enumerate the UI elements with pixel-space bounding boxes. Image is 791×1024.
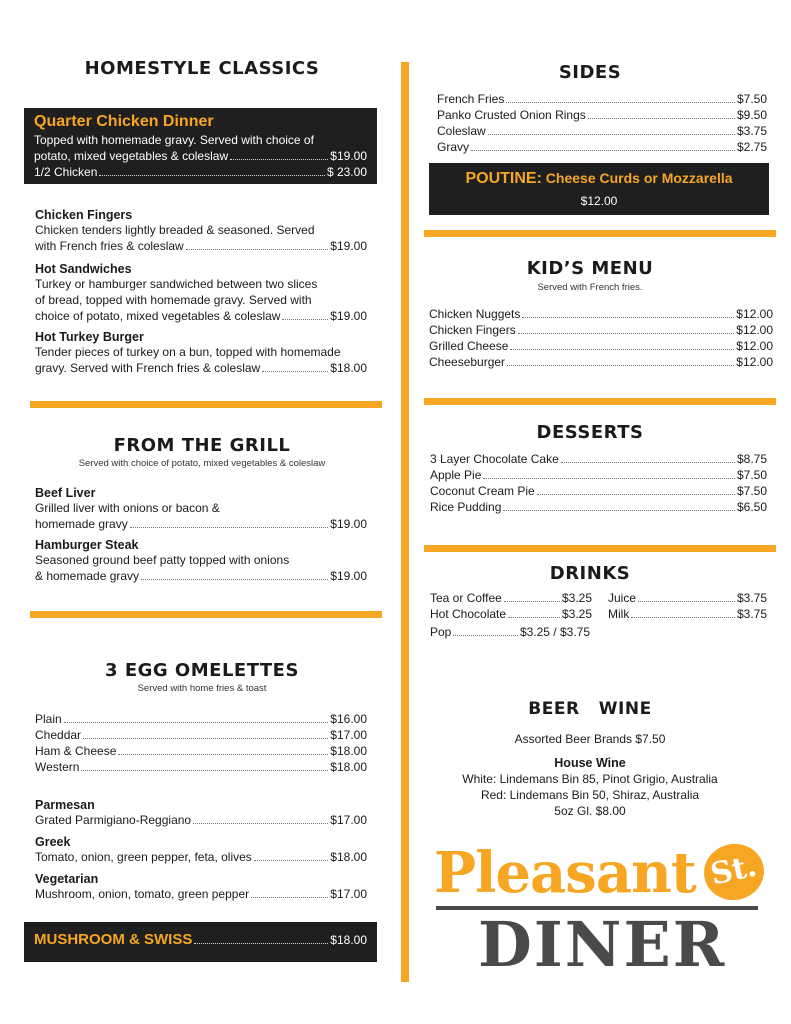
item-name: Beef Liver [35, 486, 96, 500]
drink-price: $3.25 [561, 591, 592, 605]
kids-row [429, 322, 773, 338]
item-desc: Tomato, onion, green pepper, feta, olives [35, 850, 252, 864]
drinks-left-list [430, 590, 592, 622]
kids-price: $12.00 [736, 339, 773, 353]
drink-label: Tea or Coffee [430, 591, 502, 605]
homestyle-items [35, 204, 367, 376]
dessert-row [430, 499, 767, 515]
item-price-row [35, 849, 367, 865]
omelette-label: Cheddar [35, 728, 82, 742]
kids-row [429, 354, 773, 370]
kids-price: $12.00 [736, 323, 773, 337]
red-wine-line: Red: Lindemans Bin 50, Shiraz, Australia [480, 788, 700, 802]
dessert-price: $7.50 [736, 468, 767, 482]
item-price: $19.00 [330, 569, 367, 583]
item-price: $19.00 [330, 517, 367, 531]
logo-diner: DINER [478, 908, 727, 981]
item-price: $19.00 [330, 309, 367, 323]
item-name: Hot Sandwiches [35, 262, 132, 276]
item-price-row [35, 238, 367, 254]
white-wine-line: White: Lindemans Bin 85, Pinot Grigio, Australia [462, 772, 718, 786]
dessert-row [430, 467, 767, 483]
kids-label: Grilled Cheese [429, 339, 509, 353]
drink-label: Hot Chocolate [430, 607, 507, 621]
item-price-row [35, 308, 367, 324]
pop-row-wrap [430, 624, 590, 640]
item-desc: Grilled liver with onions or bacon & [35, 501, 220, 515]
omelette-label: Ham & Cheese [35, 744, 117, 758]
omelette-price: $18.00 [330, 744, 367, 758]
quarter-chicken-box [24, 108, 377, 184]
mushroom-swiss-label: MUSHROOM & SWISS [34, 931, 193, 948]
omelette-special-list [35, 794, 367, 902]
item-price-row [35, 886, 367, 902]
item-price: $18.00 [330, 850, 367, 864]
poutine-box [429, 163, 769, 215]
item-desc-end: choice of potato, mixed vegetables & coleslaw [35, 309, 281, 323]
drink-row [608, 606, 767, 622]
poutine-line [429, 170, 769, 188]
kids-label: Cheeseburger [429, 355, 506, 369]
poutine-desc: Cheese Curds or Mozzarella [545, 170, 733, 186]
item-price-row [35, 360, 367, 376]
side-row [437, 91, 767, 107]
half-chicken-label: 1/2 Chicken [34, 165, 98, 179]
drink-label: Pop [430, 625, 452, 639]
omelette-label: Western [35, 760, 80, 774]
item-desc-end: & homemade gravy [35, 569, 140, 583]
kids-row [429, 306, 773, 322]
drink-row [608, 590, 767, 606]
omelette-label: Plain [35, 712, 62, 726]
homestyle-title: HOMESTYLE CLASSICS [84, 58, 320, 79]
kids-subtitle: Served with French fries. [537, 282, 643, 293]
omelette-simple-list [35, 711, 367, 775]
item-desc: Mushroom, onion, tomato, green pepper [35, 887, 250, 901]
quarter-chicken-row [34, 148, 367, 164]
dessert-row [430, 483, 767, 499]
item-desc-end: homemade gravy [35, 517, 128, 531]
item-name: Hot Turkey Burger [35, 330, 144, 344]
section-divider [30, 401, 382, 408]
item-desc-end: with French fries & coleslaw [35, 239, 184, 253]
item-desc: Chicken tenders lightly breaded & seasoned. Served [35, 223, 315, 237]
dessert-price: $8.75 [736, 452, 767, 466]
side-label: Panko Crusted Onion Rings [437, 108, 586, 122]
side-price: $9.50 [736, 108, 767, 122]
item-price: $17.00 [330, 813, 367, 827]
dessert-label: Apple Pie [430, 468, 482, 482]
desserts-title: DESSERTS [536, 422, 644, 443]
omelette-row [35, 727, 367, 743]
section-divider [424, 545, 776, 552]
quarter-chicken-price: $19.00 [330, 149, 367, 163]
item-desc: of bread, topped with homemade gravy. Served with [35, 293, 312, 307]
item-name: Chicken Fingers [35, 208, 133, 222]
dessert-label: 3 Layer Chocolate Cake [430, 452, 559, 466]
desserts-list [430, 451, 767, 515]
omelette-row [35, 759, 367, 775]
omelettes-title: 3 EGG OMELETTES [105, 660, 299, 681]
item-name: Parmesan [35, 798, 95, 812]
item-desc: Grated Parmigiano-Reggiano [35, 813, 192, 827]
side-label: French Fries [437, 92, 505, 106]
drink-label: Milk [608, 607, 630, 621]
mushroom-swiss-box [24, 922, 377, 962]
drink-row [430, 606, 592, 622]
omelette-price: $18.00 [330, 760, 367, 774]
beer-wine-title: BEER WINE [528, 699, 652, 719]
dessert-price: $7.50 [736, 484, 767, 498]
mushroom-swiss-row [34, 932, 367, 948]
dessert-row [430, 451, 767, 467]
kids-title: KID’S MENU [526, 258, 654, 279]
section-divider [424, 398, 776, 405]
drink-row [430, 624, 590, 640]
dessert-price: $6.50 [736, 500, 767, 514]
kids-price: $12.00 [736, 307, 773, 321]
sides-title: SIDES [558, 62, 622, 83]
kids-label: Chicken Fingers [429, 323, 516, 337]
mushroom-swiss-price: $18.00 [330, 933, 367, 947]
poutine-label: POUTINE: [465, 170, 542, 187]
grill-items [35, 482, 367, 584]
item-desc: Seasoned ground beef patty topped with onions [35, 553, 290, 567]
omelette-price: $16.00 [330, 712, 367, 726]
drink-price: $3.25 [561, 607, 592, 621]
logo-st-badge: St. [699, 838, 769, 905]
kids-price: $12.00 [736, 355, 773, 369]
drinks-right-list [608, 590, 767, 622]
half-chicken-row [34, 164, 367, 180]
grill-title: FROM THE GRILL [113, 435, 291, 456]
glass-line: 5oz Gl. $8.00 [554, 804, 626, 818]
poutine-price: $12.00 [580, 194, 618, 208]
item-desc: Tender pieces of turkey on a bun, topped with homemade [35, 345, 341, 359]
item-name: Hamburger Steak [35, 538, 139, 552]
item-price-row [35, 516, 367, 532]
omelette-row [35, 743, 367, 759]
logo-pleasant: Pleasant [434, 840, 696, 906]
side-price: $2.75 [736, 140, 767, 154]
item-name: Greek [35, 835, 71, 849]
item-price: $18.00 [330, 361, 367, 375]
side-label: Coleslaw [437, 124, 486, 138]
pleasant-st-diner-logo [434, 840, 774, 981]
section-divider [30, 611, 382, 618]
drinks-title: DRINKS [549, 563, 631, 584]
side-price: $3.75 [736, 124, 767, 138]
dessert-label: Coconut Cream Pie [430, 484, 535, 498]
side-price: $7.50 [736, 92, 767, 106]
beer-line: Assorted Beer Brands $7.50 [514, 732, 666, 746]
drink-price: $3.75 [736, 591, 767, 605]
omelettes-subtitle: Served with home fries & toast [137, 683, 267, 694]
drink-price: $3.75 [736, 607, 767, 621]
drink-row [430, 590, 592, 606]
side-row [437, 107, 767, 123]
half-chicken-price: $ 23.00 [326, 165, 367, 179]
sides-list [437, 91, 767, 155]
omelette-price: $17.00 [330, 728, 367, 742]
quarter-chicken-name: Quarter Chicken Dinner [34, 113, 214, 130]
drink-price: $3.25 / $3.75 [519, 625, 590, 639]
kids-list [429, 306, 773, 370]
item-name: Vegetarian [35, 872, 99, 886]
drink-label: Juice [608, 591, 637, 605]
omelette-row [35, 711, 367, 727]
item-desc-end: gravy. Served with French fries & coleslaw [35, 361, 261, 375]
quarter-chicken-desc: Topped with homemade gravy. Served with choice of [34, 133, 314, 147]
vertical-divider [401, 62, 409, 982]
dessert-label: Rice Pudding [430, 500, 502, 514]
section-divider [424, 230, 776, 237]
item-desc: Turkey or hamburger sandwiched between two slices [35, 277, 318, 291]
item-price-row [35, 812, 367, 828]
quarter-chicken-desc2: potato, mixed vegetables & coleslaw [34, 149, 229, 163]
item-price: $19.00 [330, 239, 367, 253]
item-price: $17.00 [330, 887, 367, 901]
kids-label: Chicken Nuggets [429, 307, 521, 321]
item-price-row [35, 568, 367, 584]
side-row [437, 123, 767, 139]
kids-row [429, 338, 773, 354]
side-row [437, 139, 767, 155]
grill-subtitle: Served with choice of potato, mixed vegetables & coleslaw [78, 458, 326, 469]
house-wine-title: House Wine [554, 756, 626, 770]
side-label: Gravy [437, 140, 470, 154]
